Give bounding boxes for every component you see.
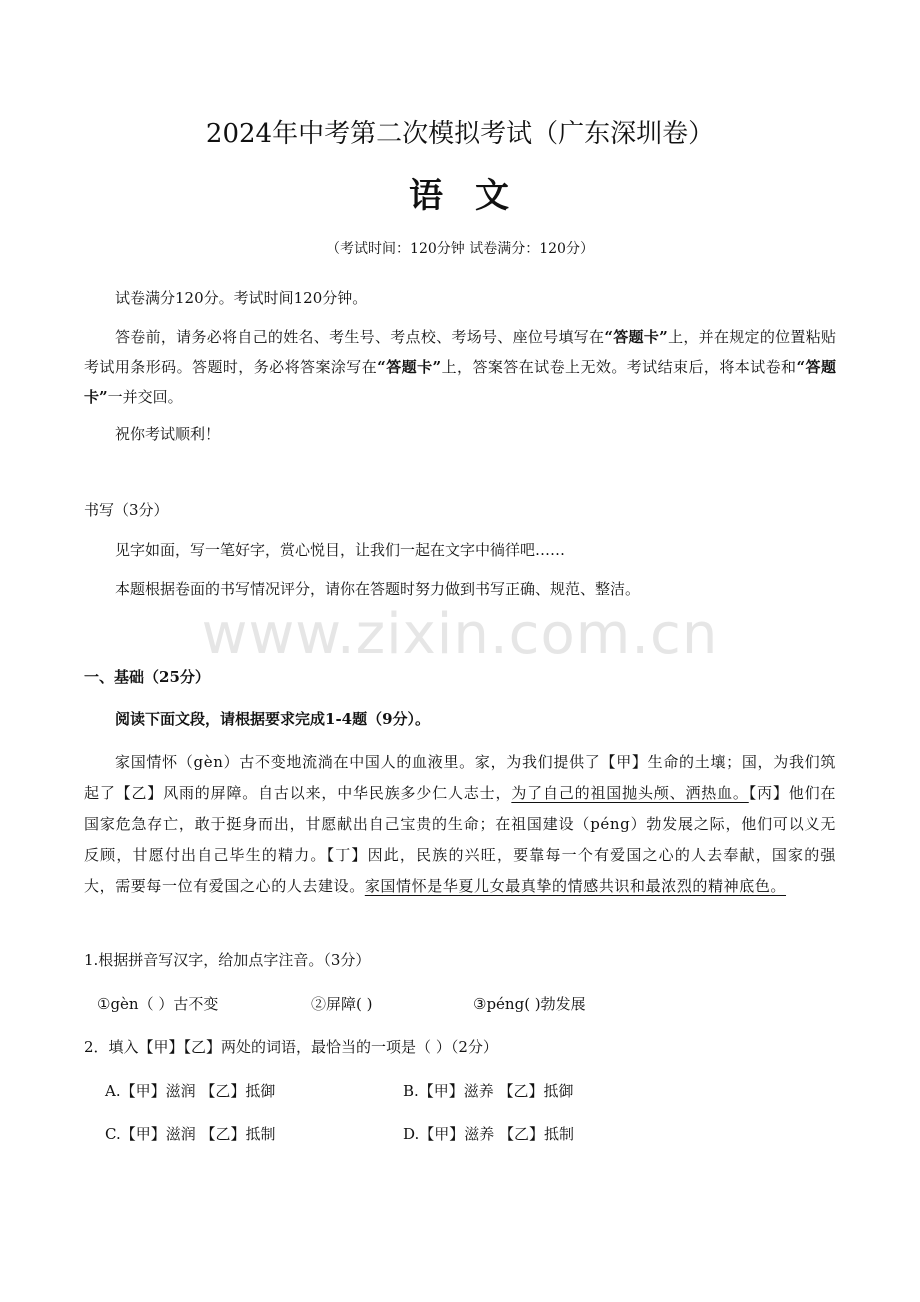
subject-char-1: 语 (409, 176, 445, 216)
section-1-instruction: 阅读下面文段，请根据要求完成1-4题（9分）。 (115, 710, 431, 728)
subject-title (0, 174, 920, 218)
q1-item-1: ①gèn（ ）古不变 (97, 995, 219, 1013)
option-c: C.【甲】滋润 【乙】抵制 (105, 1125, 276, 1143)
subject-char-2: 文 (475, 176, 511, 216)
question-1-stem: 1.根据拼音写汉字，给加点字注音。（3分） (84, 951, 371, 969)
underlined-sentence-1: 为了自己的祖国抛头颅、洒热血。 (511, 784, 749, 802)
writing-line-2: 本题根据卷面的书写情况评分，请你在答题时努力做到书写正确、规范、整洁。 (115, 580, 641, 598)
option-a: A.【甲】滋润 【乙】抵御 (105, 1082, 276, 1100)
q1-item-2: ②屏障( ) (311, 995, 373, 1013)
answer-card-term: “答题卡” (377, 358, 442, 376)
watermark-text: www.zixin.com.cn (201, 602, 719, 667)
underlined-sentence-2: 家国情怀是华夏儿女最真挚的情感共识和最浓烈的精神底色。 (364, 877, 787, 895)
question-2-stem: 2．填入【甲】【乙】两处的词语，最恰当的一项是（ ）（2分） (84, 1038, 498, 1056)
good-luck-text: 祝你考试顺利！ (115, 425, 221, 443)
writing-heading: 书写（3分） (84, 501, 169, 519)
q1-item-3: ③péng( )勃发展 (473, 995, 586, 1013)
answer-card-term: “答题卡” (604, 328, 668, 346)
section-1-heading: 一、基础（25分） (84, 668, 210, 686)
option-b: B.【甲】滋养 【乙】抵御 (403, 1082, 574, 1100)
option-d: D.【甲】滋养 【乙】抵制 (403, 1125, 575, 1143)
exam-info: （考试时间：120分钟 试卷满分：120分） (326, 241, 594, 257)
instruction-paragraph: 答卷前，请务必将自己的姓名、考生号、考点校、考场号、座位号填写在“答题卡”上，并在规定的位置粘贴考试用条形码。答题时，务必将答案涂写在“答题卡”上，答案答在试卷上无效。考试结束后，将本试卷和“答题卡”一并交回。 (84, 328, 836, 406)
answer-card-term: “答题卡” (84, 358, 836, 406)
exam-title: 2024年中考第二次模拟考试（广东深圳卷） (205, 119, 715, 149)
instruction-line-1: 试卷满分120分。考试时间120分钟。 (115, 289, 368, 307)
reading-passage: 家国情怀（gèn）古不变地流淌在中国人的血液里。家，为我们提供了【甲】生命的土壤；国，为我们筑起了【乙】风雨的屏障。自古以来，中华民族多少仁人志士，为了自己的祖国抛头颅、洒热血。【丙】他们在国家危急存亡，敢于挺身而出，甘愿献出自己宝贵的生命；在祖国建设（péng）勃发展之际，他们可以义无反顾，甘愿付出自己毕生的精力。【丁】因此，民族的兴旺，要靠每一个有爱国之心的人去奉献，国家的强大，需要每一位有爱国之心的人去建设。家国情怀是华夏儿女最真挚的情感共识和最浓烈的精神底色。 (84, 753, 837, 895)
writing-line-1: 见字如面，写一笔好字，赏心悦目，让我们一起在文字中徜徉吧…… (115, 541, 566, 559)
